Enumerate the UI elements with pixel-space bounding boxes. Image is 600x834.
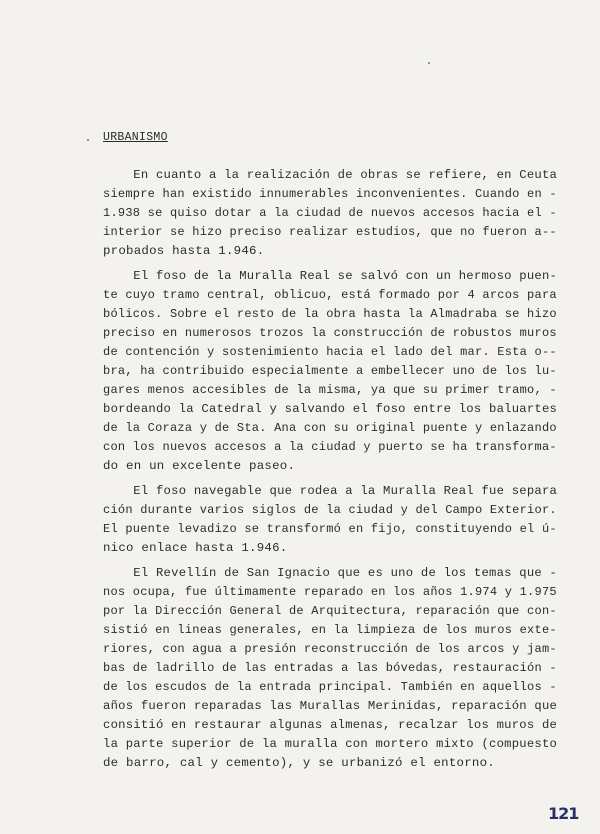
text-line: de la Coraza y de Sta. Ana con su original puente y enlazando [103, 421, 557, 435]
text-line: bordeando la Catedral y salvando el foso entre los baluartes [103, 402, 558, 416]
text-line: nos ocupa, fue últimamente reparado en los años 1.974 y 1.975 [103, 585, 557, 599]
text-line: de contención y sostenimiento hacia el lado del mar. Esta o-- [103, 345, 557, 359]
text-line: do en un excelente paseo. [103, 459, 296, 473]
text-line: interior se hizo preciso realizar estudios, que no fueron a-- [103, 225, 557, 239]
text-line: de los escudos de la entrada principal. También en aquellos - [103, 680, 557, 694]
text-line: la parte superior de la muralla con mortero mixto (compuesto [103, 737, 558, 751]
text-line: bas de ladrillo de las entradas a las bóvedas, restauración - [103, 661, 557, 675]
section-heading: URBANISMO [103, 131, 168, 144]
text-line: El Revellín de San Ignacio que es uno de los temas que - [103, 566, 558, 580]
text-line: 1.938 se quiso dotar a la ciudad de nuevos accesos hacia el - [103, 206, 557, 220]
page-number: 121 [548, 804, 579, 823]
text-line: riores, con agua a presión reconstrucción de los arcos y jam- [103, 642, 557, 656]
text-line: te cuyo tramo central, oblicuo, está formado por 4 arcos para [103, 288, 557, 302]
text-line: con los nuevos accesos a la ciudad y puerto se ha transforma- [103, 440, 557, 454]
text-line: probados hasta 1.946. [103, 244, 265, 258]
text-line: de barro, cal y cemento), y se urbanizó el entorno. [103, 756, 495, 770]
paper-speck [87, 139, 89, 141]
text-line: ción durante varios siglos de la ciudad y del Campo Exterior. [103, 503, 557, 517]
text-line: por la Dirección General de Arquitectura, reparación que con- [103, 604, 557, 618]
text-line: El foso navegable que rodea a la Muralla Real fue separa [103, 484, 558, 498]
text-line: bra, ha contribuido especialmente a embellecer uno de los lu- [103, 364, 557, 378]
text-line: preciso en numerosos trozos la construcción de robustos muros [103, 326, 557, 340]
text-line: años fueron reparadas las Murallas Merinidas, reparación que [103, 699, 558, 713]
text-line: consitió en restaurar algunas almenas, recalzar los muros de [103, 718, 558, 732]
text-line: sistió en lineas generales, en la limpieza de los muros exte- [103, 623, 557, 637]
text-line: gares menos accesibles de la misma, ya que su primer tramo, - [103, 383, 557, 397]
text-line: siempre han existido innumerables inconvenientes. Cuando en - [103, 187, 557, 201]
text-line: El foso de la Muralla Real se salvó con un hermoso puen- [103, 269, 558, 283]
text-line: bólicos. Sobre el resto de la obra hasta la Almadraba se hizo [103, 307, 557, 321]
text-line: En cuanto a la realización de obras se refiere, en Ceuta [103, 168, 558, 182]
text-line: nico enlace hasta 1.946. [103, 541, 288, 555]
text-line: El puente levadizo se transformó en fijo, constituyendo el ú- [103, 522, 557, 536]
paper-speck [428, 62, 430, 64]
